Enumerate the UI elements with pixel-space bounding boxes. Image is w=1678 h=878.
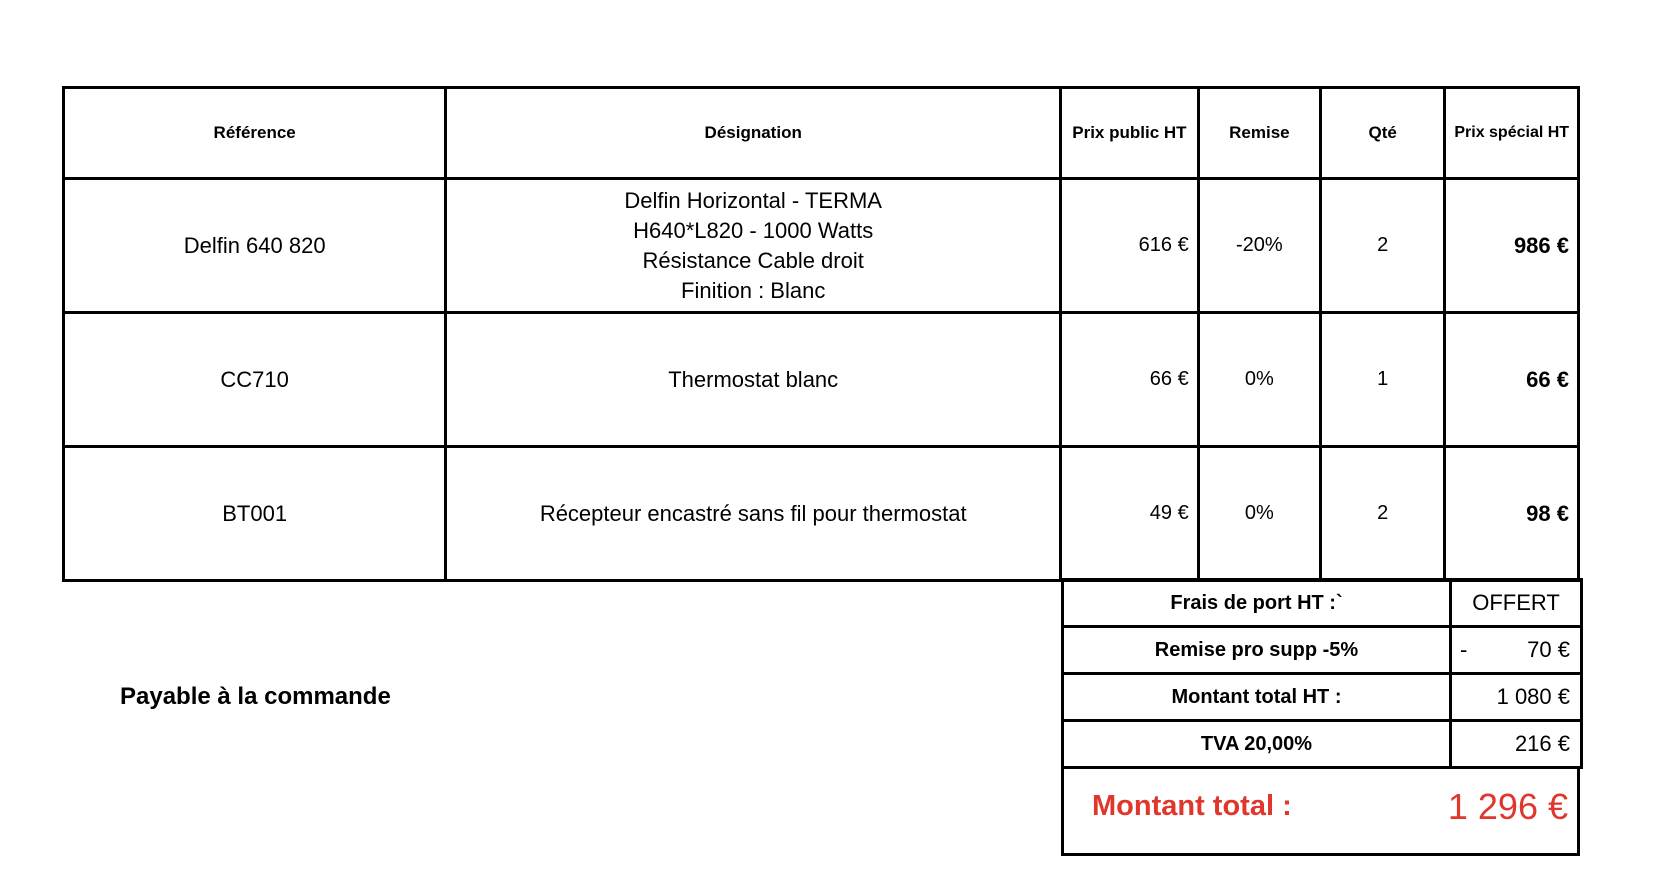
cell-prix-special: 98 € — [1445, 447, 1579, 581]
designation-line: Résistance Cable droit — [642, 247, 864, 273]
header-prix-special: Prix spécial HT — [1445, 88, 1579, 179]
cell-prix-public: 616 € — [1061, 179, 1199, 313]
order-table — [62, 86, 1580, 582]
header-designation: Désignation — [446, 88, 1061, 179]
totals-row-frais-port — [1063, 580, 1582, 627]
grand-total-value: 1 296 € — [1447, 786, 1568, 827]
table-row — [64, 313, 1579, 447]
montant-ht-label: Montant total HT : — [1063, 674, 1451, 721]
cell-prix-public: 66 € — [1061, 313, 1199, 447]
cell-remise: 0% — [1198, 313, 1320, 447]
totals-table — [1061, 578, 1583, 769]
cell-reference: BT001 — [64, 447, 446, 581]
remise-pro-sign: - — [1460, 637, 1468, 662]
cell-qte: 2 — [1321, 179, 1445, 313]
cell-qte: 2 — [1321, 447, 1445, 581]
cell-prix-special: 66 € — [1445, 313, 1579, 447]
header-prix-public: Prix public HT — [1061, 88, 1199, 179]
header-reference: Référence — [64, 88, 446, 179]
payable-note: Payable à la commande — [120, 683, 391, 710]
cell-designation — [446, 447, 1061, 581]
designation-line: Delfin Horizontal - TERMA — [624, 187, 882, 213]
table-row — [64, 447, 1579, 581]
montant-ht-value: 1 080 € — [1451, 674, 1582, 721]
remise-pro-value: 70 € — [1527, 637, 1570, 662]
totals-row-tva — [1063, 721, 1582, 768]
frais-port-value: OFFERT — [1451, 580, 1582, 627]
totals-row-remise-pro — [1063, 627, 1582, 674]
tva-value: 216 € — [1451, 721, 1582, 768]
table-header-row — [64, 88, 1579, 179]
frais-port-label: Frais de port HT :` — [1063, 580, 1451, 627]
cell-designation — [446, 179, 1061, 313]
designation-line: Finition : Blanc — [681, 277, 826, 303]
cell-reference: CC710 — [64, 313, 446, 447]
table-row — [64, 179, 1579, 313]
designation-line: Thermostat blanc — [668, 366, 839, 392]
tva-label: TVA 20,00% — [1063, 721, 1451, 768]
cell-remise: 0% — [1198, 447, 1320, 581]
cell-designation — [446, 313, 1061, 447]
cell-prix-public: 49 € — [1061, 447, 1199, 581]
designation-line: Récepteur encastré sans fil pour thermostat — [539, 500, 967, 526]
designation-line: H640*L820 - 1000 Watts — [633, 217, 874, 243]
cell-qte: 1 — [1321, 313, 1445, 447]
cell-reference: Delfin 640 820 — [64, 179, 446, 313]
grand-total-label: Montant total : — [1092, 790, 1292, 822]
header-qte: Qté — [1321, 88, 1445, 179]
totals-row-montant-ht — [1063, 674, 1582, 721]
remise-pro-cell — [1451, 627, 1582, 674]
cell-remise: -20% — [1198, 179, 1320, 313]
header-remise: Remise — [1198, 88, 1320, 179]
cell-prix-special: 986 € — [1445, 179, 1579, 313]
remise-pro-label: Remise pro supp -5% — [1063, 627, 1451, 674]
